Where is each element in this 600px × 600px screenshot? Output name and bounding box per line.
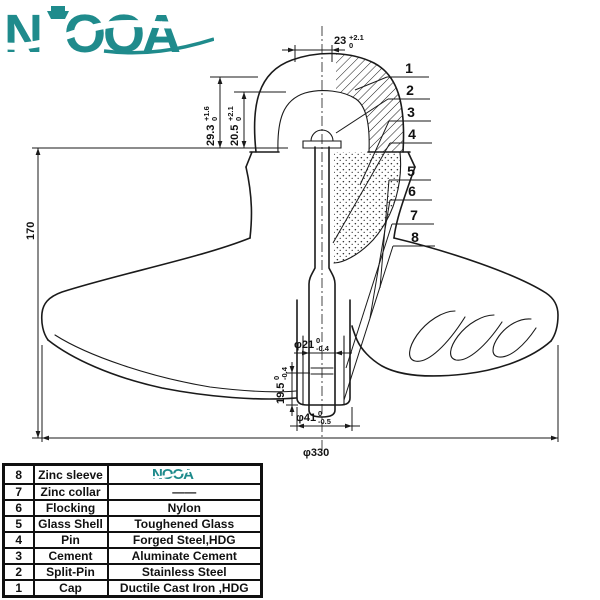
- svg-text:0: 0: [234, 116, 243, 121]
- cell-part-name: Zinc collar: [34, 484, 108, 500]
- cell-material: ——: [108, 484, 262, 500]
- svg-text:20.5: 20.5: [229, 124, 241, 146]
- table-row: [4, 564, 262, 580]
- cell-part-name: Cap: [34, 580, 108, 597]
- cell-item-no: 8: [4, 465, 34, 485]
- cell-item-no: 3: [4, 548, 34, 564]
- cell-item-no: 6: [4, 500, 34, 516]
- cell-material: Toughened Glass: [108, 516, 262, 532]
- callout-5: 5: [407, 163, 415, 179]
- svg-text:NOOA: NOOA: [152, 466, 194, 481]
- cell-part-name: Zinc sleeve: [34, 465, 108, 485]
- callout-3: 3: [407, 104, 415, 120]
- cell-item-no: 4: [4, 532, 34, 548]
- table-row: [4, 516, 262, 532]
- svg-text:-0.5: -0.5: [318, 417, 331, 426]
- rib: [451, 315, 502, 360]
- dim-cap-height: [202, 106, 219, 146]
- callout-4: 4: [408, 126, 416, 142]
- cell-material: Aluminate Cement: [108, 548, 262, 564]
- rib: [493, 319, 536, 357]
- callout-8: 8: [411, 229, 419, 245]
- svg-text:-0.4: -0.4: [316, 344, 329, 353]
- cell-item-no: 1: [4, 580, 34, 597]
- svg-text:170: 170: [25, 221, 37, 240]
- table-row: [4, 500, 262, 516]
- svg-text:+2.1: +2.1: [349, 33, 364, 42]
- cell-material: Nylon: [108, 500, 262, 516]
- dimensions: [25, 33, 558, 459]
- svg-text:+1.6: +1.6: [202, 106, 211, 121]
- svg-text:0: 0: [316, 336, 321, 345]
- dim-pin-length: [272, 366, 289, 404]
- dim-sleeve-dia: φ41: [296, 412, 317, 424]
- dim-pin-dia: φ21: [294, 339, 315, 351]
- cell-material: Ductile Cast Iron ,HDG: [108, 580, 262, 597]
- parts-table: [2, 463, 263, 598]
- cell-part-name: Glass Shell: [34, 516, 108, 532]
- nooa-logo: [4, 0, 214, 64]
- dim-socket-depth: [226, 106, 243, 146]
- nooa-logo-small: [151, 466, 217, 481]
- svg-text:-0.4: -0.4: [280, 367, 289, 380]
- cell-material: Stainless Steel: [108, 564, 262, 580]
- cell-item-no: 5: [4, 516, 34, 532]
- svg-text:0: 0: [318, 409, 323, 418]
- parts-table-body: [4, 465, 262, 597]
- callout-7: 7: [410, 207, 418, 223]
- svg-text:0: 0: [210, 116, 219, 121]
- cell-material: [108, 465, 262, 485]
- callout-2: 2: [406, 82, 414, 98]
- cell-part-name: Pin: [34, 532, 108, 548]
- dim-disc-dia: φ330: [303, 447, 330, 459]
- table-row: [4, 580, 262, 597]
- callout-1: 1: [405, 60, 413, 76]
- cell-part-name: Flocking: [34, 500, 108, 516]
- svg-text:29.3: 29.3: [205, 124, 217, 146]
- logo-letters-ooa: OOA: [64, 4, 179, 64]
- cell-part-name: Cement: [34, 548, 108, 564]
- svg-text:0: 0: [349, 41, 354, 50]
- table-row: [4, 548, 262, 564]
- dim-section-height: [25, 222, 37, 240]
- rib: [410, 311, 465, 361]
- svg-text:+2.1: +2.1: [226, 106, 235, 121]
- cell-item-no: 2: [4, 564, 34, 580]
- table-row: [4, 532, 262, 548]
- table-row: [4, 465, 262, 485]
- cap-section: [246, 54, 415, 167]
- cell-item-no: 7: [4, 484, 34, 500]
- cell-material: Forged Steel,HDG: [108, 532, 262, 548]
- dim-socket-width: 23: [334, 35, 347, 47]
- svg-text:0: 0: [272, 375, 281, 380]
- callout-6: 6: [408, 183, 416, 199]
- logo-letter-n: N: [4, 4, 40, 64]
- table-row: [4, 484, 262, 500]
- disc-left: [42, 238, 296, 399]
- cell-part-name: Split-Pin: [34, 564, 108, 580]
- svg-text:19.5: 19.5: [275, 382, 287, 404]
